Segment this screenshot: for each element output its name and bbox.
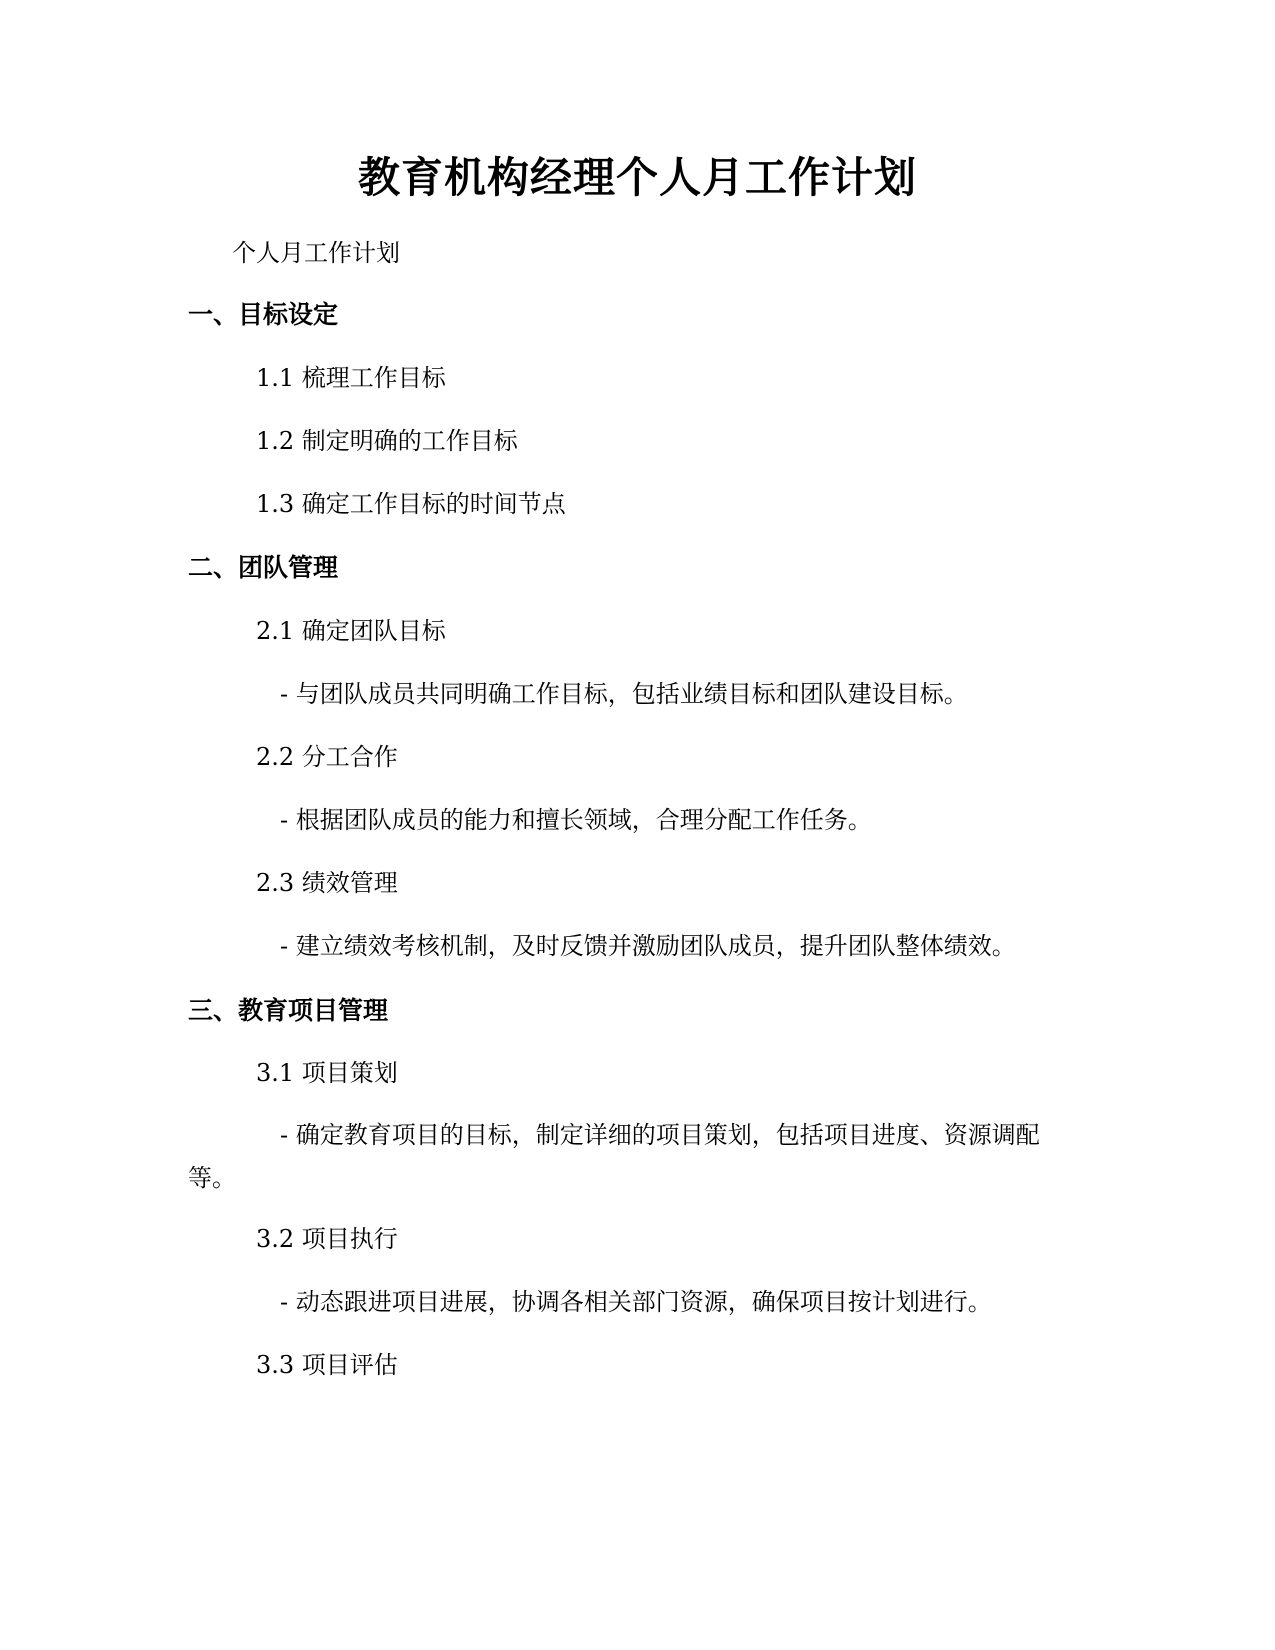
item-detail: - 建立绩效考核机制，及时反馈并激励团队成员，提升团队整体绩效。 [280, 932, 1016, 960]
item-detail: - 动态跟进项目进展，协调各相关部门资源，确保项目按计划进行。 [280, 1288, 992, 1316]
item-detail-wrapped: - 确定教育项目的目标，制定详细的项目策划，包括项目进度、资源调配等。 [188, 1121, 1040, 1192]
section-heading-goals: 一、目标设定 [188, 300, 339, 329]
item-label: 1.2 制定明确的工作目标 [256, 427, 518, 455]
item-label: 2.1 确定团队目标 [256, 617, 446, 645]
item-label: 3.1 项目策划 [256, 1059, 398, 1087]
document-subtitle: 个人月工作计划 [232, 239, 400, 267]
item-detail: - 根据团队成员的能力和擅长领域，合理分配工作任务。 [280, 806, 872, 834]
item-label: 3.2 项目执行 [256, 1225, 398, 1253]
item-label: 3.3 项目评估 [256, 1351, 398, 1379]
item-label: 2.3 绩效管理 [256, 869, 398, 897]
item-label: 1.3 确定工作目标的时间节点 [256, 490, 566, 518]
item-detail: - 与团队成员共同明确工作目标，包括业绩目标和团队建设目标。 [280, 680, 968, 708]
item-label: 1.1 梳理工作目标 [256, 364, 446, 392]
section-heading-projects: 三、教育项目管理 [188, 996, 389, 1025]
item-label: 2.2 分工合作 [256, 743, 398, 771]
section-heading-team: 二、团队管理 [188, 553, 339, 582]
document-title: 教育机构经理个人月工作计划 [357, 153, 917, 202]
